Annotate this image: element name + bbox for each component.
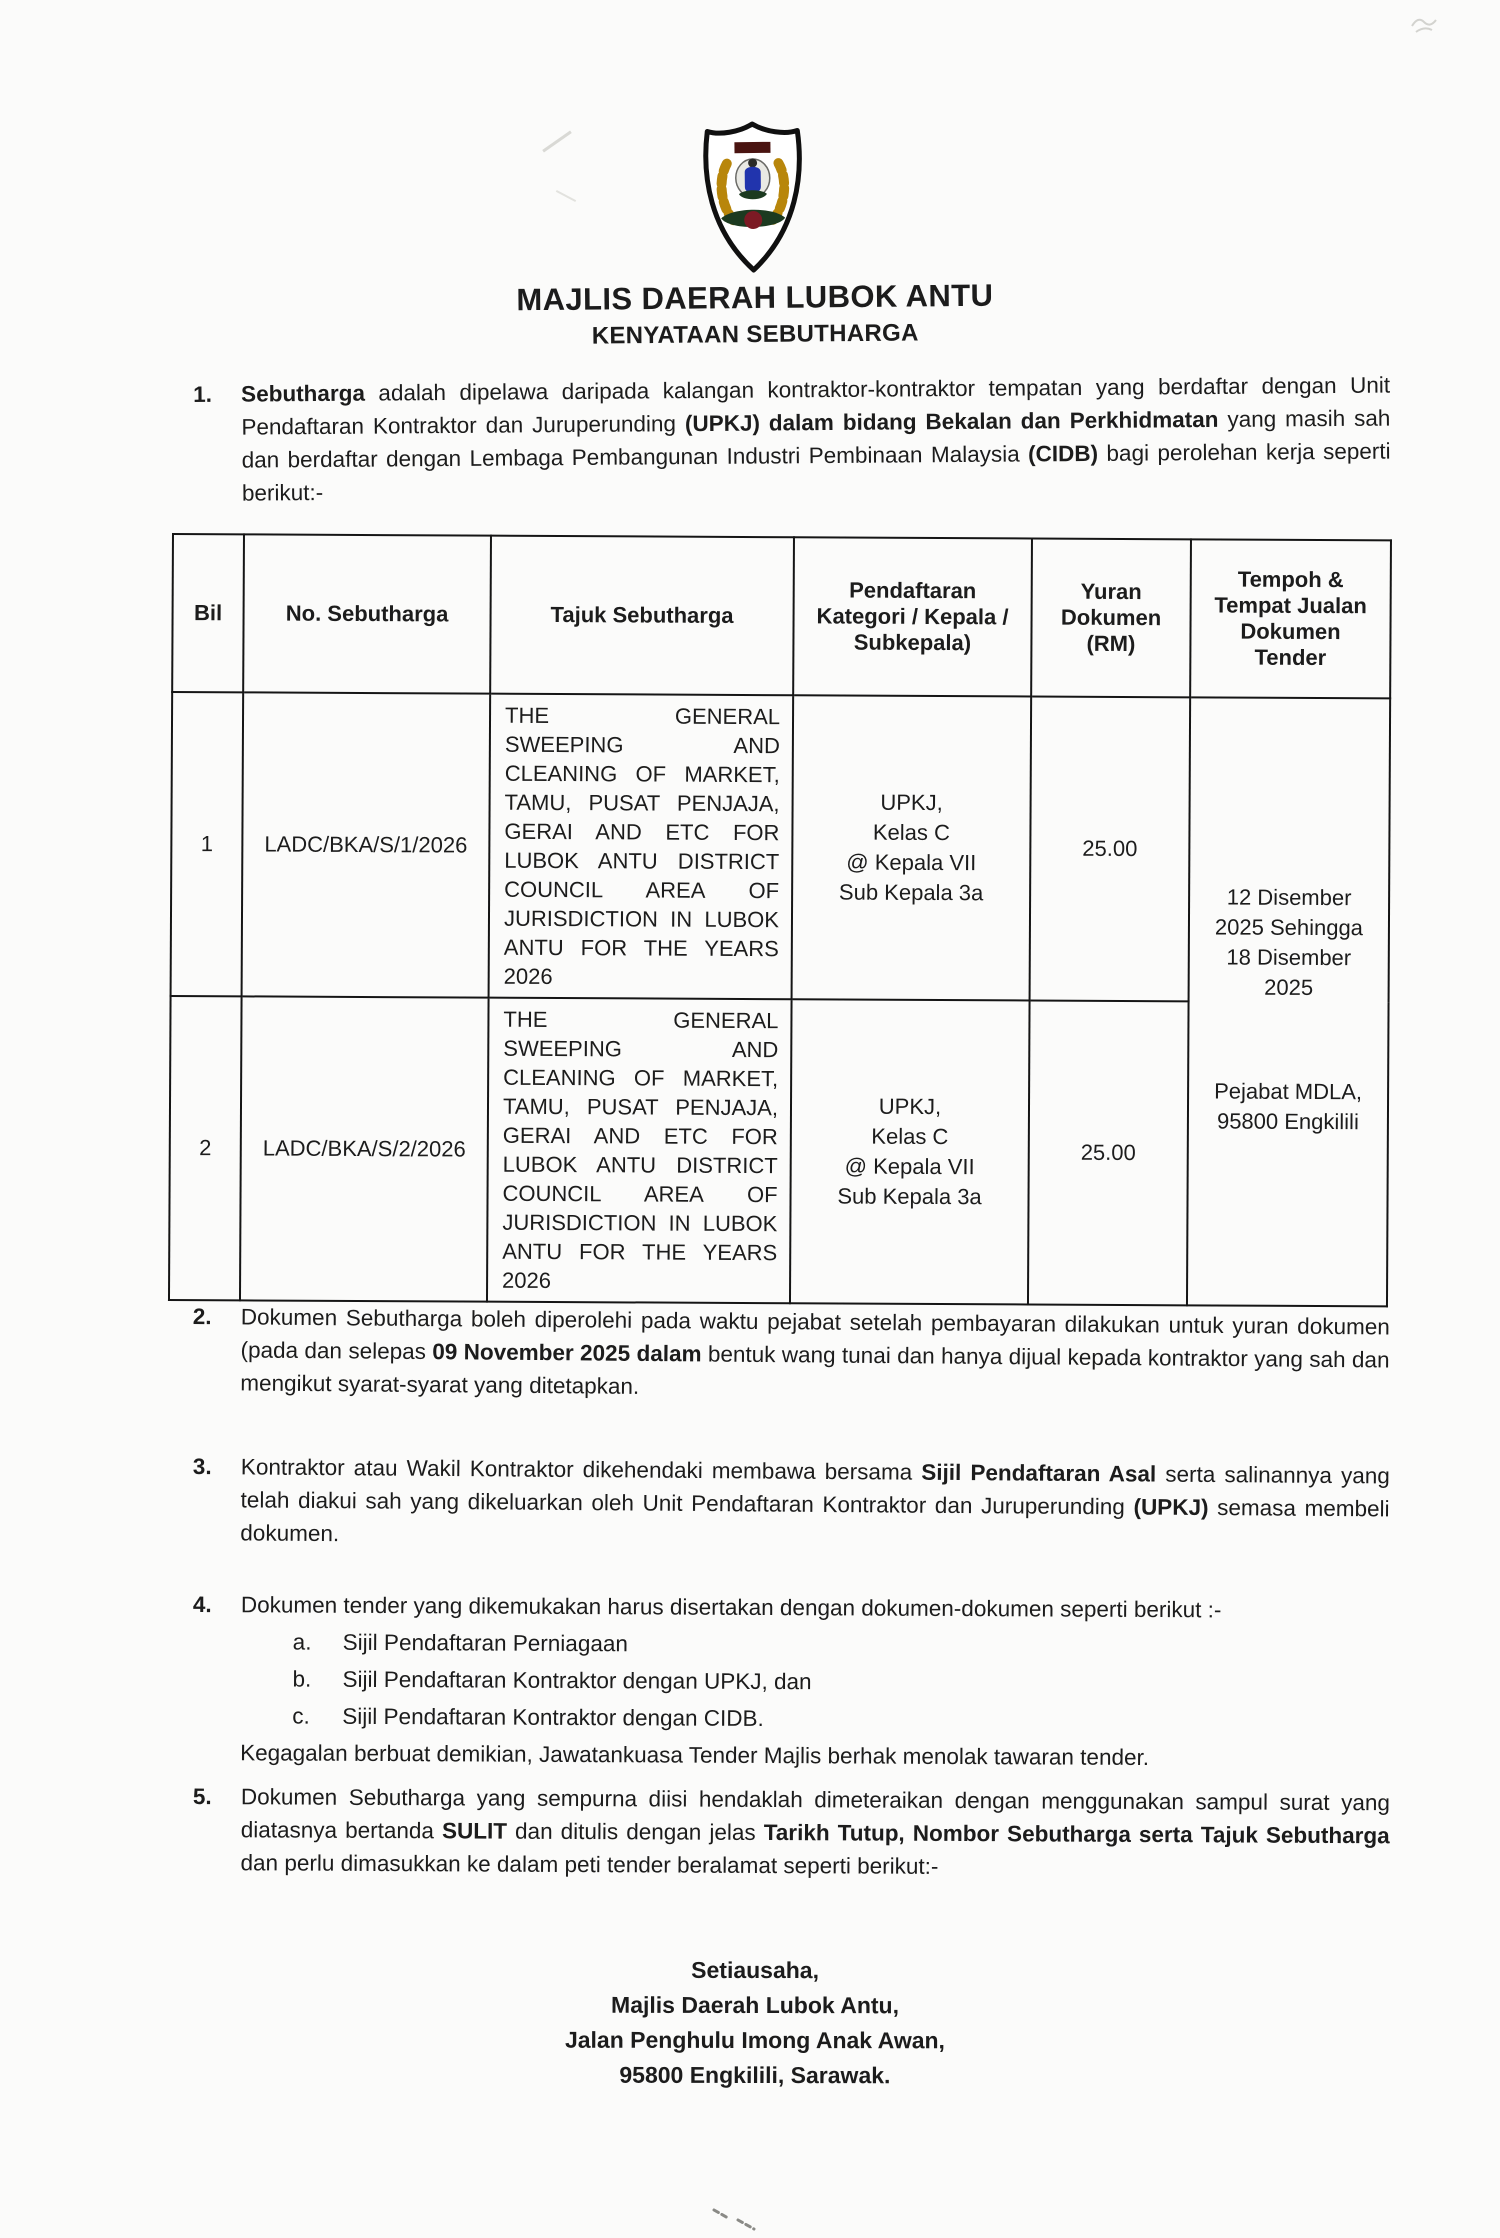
- paragraph-4-text: [240, 1588, 1390, 1775]
- crest-svg: [686, 115, 820, 278]
- row2-pendaftaran: UPKJ, Kelas C @ Kepala VII Sub Kepala 3a: [790, 999, 1030, 1304]
- paragraph-1-number: 1.: [193, 381, 212, 407]
- paragraph-3-text: Kontraktor atau Wakil Kontraktor dikehendaki membawa bersama Sijil Pendaftaran Asal serta salinannya yang telah diakui sah yang dikeluarkan oleh Unit Pendaftaran Kontraktor dan Juruperunding (UPKJ) semasa membeli dokumen.: [240, 1454, 1390, 1547]
- table-header-row: [172, 534, 1391, 698]
- header-title-block: [0, 273, 1500, 356]
- col-header-tajuk-sebutharga: Tajuk Sebutharga: [490, 536, 794, 696]
- tempoh-content: [1195, 882, 1382, 1137]
- paragraph-5: [192, 1780, 1390, 1885]
- row1-pendaftaran: UPKJ, Kelas C @ Kepala VII Sub Kepala 3a: [792, 695, 1032, 1000]
- doc-title: KENYATAAN SEBUTHARGA: [591, 319, 919, 350]
- paragraph-5-number: 5.: [192, 1784, 212, 1810]
- scan-smudge-top-right: [1408, 4, 1468, 38]
- list-item-c-label: c.: [292, 1703, 310, 1729]
- list-item-a-label: a.: [292, 1629, 312, 1655]
- list-item-b: [240, 1662, 1389, 1701]
- col-header-bil: Bil: [172, 534, 244, 692]
- tender-table-wrap: [168, 533, 1390, 1307]
- row2-tajuk: THE GENERAL SWEEPING AND CLEANING OF MARKET, TAMU, PUSAT PENJAJA, GERAI AND ETC FOR LUBOK ANTU DISTRICT COUNCIL AREA OF JURISDICTION IN LUBOK ANTU FOR THE YEARS 2026: [487, 998, 792, 1304]
- row1-no-sebutharga: LADC/BKA/S/1/2026: [242, 692, 491, 997]
- scan-smudge-bottom-center: [708, 2204, 788, 2234]
- list-item-c-text: Sijil Pendaftaran Kontraktor dengan CIDB.: [342, 1703, 764, 1731]
- paragraph-3-number: 3.: [192, 1453, 212, 1480]
- list-item-b-text: Sijil Pendaftaran Kontraktor dengan UPKJ, dan: [342, 1666, 812, 1695]
- paragraph-2: [192, 1300, 1390, 1409]
- scan-smudge-left-of-logo: [542, 131, 572, 153]
- paragraph-5-text: Dokumen Sebutharga yang sempurna diisi hendaklah dimeteraikan dengan menggunakan sampul surat yang diatasnya bertanda SULIT dan ditulis dengan jelas Tarikh Tutup, Nombor Sebutharga serta Tajuk Sebutharga dan perlu dimasukkan ke dalam peti tender beralamat seperti berikut:-: [240, 1784, 1390, 1879]
- paragraph-3: [192, 1450, 1390, 1558]
- row1-tajuk: THE GENERAL SWEEPING AND CLEANING OF MARKET, TAMU, PUSAT PENJAJA, GERAI AND ETC FOR LUBOK ANTU DISTRICT COUNCIL AREA OF JURISDICTION IN LUBOK ANTU FOR THE YEARS 2026: [489, 694, 794, 1000]
- list-item-a: [241, 1625, 1390, 1664]
- paragraph-1: [193, 369, 1391, 510]
- col-header-pendaftaran: Pendaftaran Kategori / Kepala / Subkepala): [793, 537, 1032, 696]
- paragraph-4: [192, 1588, 1390, 1775]
- col-header-tempoh: Tempoh & Tempat Jualan Dokumen Tender: [1190, 539, 1391, 698]
- scan-smudge-left-of-logo-2: [556, 190, 576, 202]
- list-item-a-text: Sijil Pendaftaran Perniagaan: [342, 1629, 628, 1657]
- list-item-c: [240, 1699, 1389, 1738]
- paragraph-4-intro: Dokumen tender yang dikemukakan harus disertakan dengan dokumen-dokumen seperti berikut :-: [240, 1592, 1222, 1623]
- tempoh-merged-cell: [1187, 697, 1390, 1306]
- tender-box-address: Setiausaha, Majlis Daerah Lubok Antu, Jalan Penghulu Imong Anak Awan, 95800 Engkilili, Sarawak.: [564, 1956, 945, 2089]
- org-name: MAJLIS DAERAH LUBOK ANTU: [516, 277, 994, 318]
- table-row-1: [171, 692, 1391, 1002]
- paragraph-4-closing: Kegagalan berbuat demikian, Jawatankuasa Tender Majlis berhak menolak tawaran tender.: [240, 1740, 1150, 1771]
- col-header-yuran: Yuran Dokumen (RM): [1031, 539, 1191, 698]
- row1-bil: 1: [171, 692, 244, 996]
- row2-bil: 2: [169, 996, 242, 1300]
- col-header-no-sebutharga: No. Sebutharga: [243, 534, 491, 693]
- council-crest-logo: [686, 115, 820, 283]
- row2-yuran: 25.00: [1028, 1000, 1189, 1305]
- crest-banner: [734, 142, 770, 153]
- list-item-b-label: b.: [292, 1666, 312, 1692]
- row2-no-sebutharga: LADC/BKA/S/2/2026: [240, 996, 489, 1301]
- tender-table: [168, 533, 1392, 1307]
- crest-bird-body: [745, 167, 761, 193]
- tempoh-period: 12 Disember 2025 Sehingga 18 Disember 2025: [1214, 884, 1364, 1000]
- paragraph-2-number: 2.: [192, 1303, 212, 1330]
- paragraph-4-number: 4.: [192, 1592, 212, 1618]
- row1-yuran: 25.00: [1030, 697, 1191, 1002]
- paragraph-1-text: Sebutharga adalah dipelawa daripada kalangan kontraktor-kontraktor tempatan yang berdaftar dengan Unit Pendaftaran Kontraktor dan Juruperunding (UPKJ) dalam bidang Bekalan dan Perkhidmatan yang masih sah dan berdaftar dengan Lembaga Pembangunan Industri Pembinaan Malaysia (CIDB) bagi perolehan kerja seperti berikut:-: [241, 372, 1391, 506]
- tempoh-place: Pejabat MDLA, 95800 Engkilili: [1214, 1078, 1363, 1135]
- paragraph-2-text: Dokumen Sebutharga boleh diperolehi pada waktu pejabat setelah pembayaran dilakukan untuk yuran dokumen (pada dan selepas 09 November 2025 dalam bentuk wang tunai dan hanya dijual kepada kontraktor yang sah dan mengikut syarat-syarat yang ditetapkan.: [240, 1304, 1390, 1399]
